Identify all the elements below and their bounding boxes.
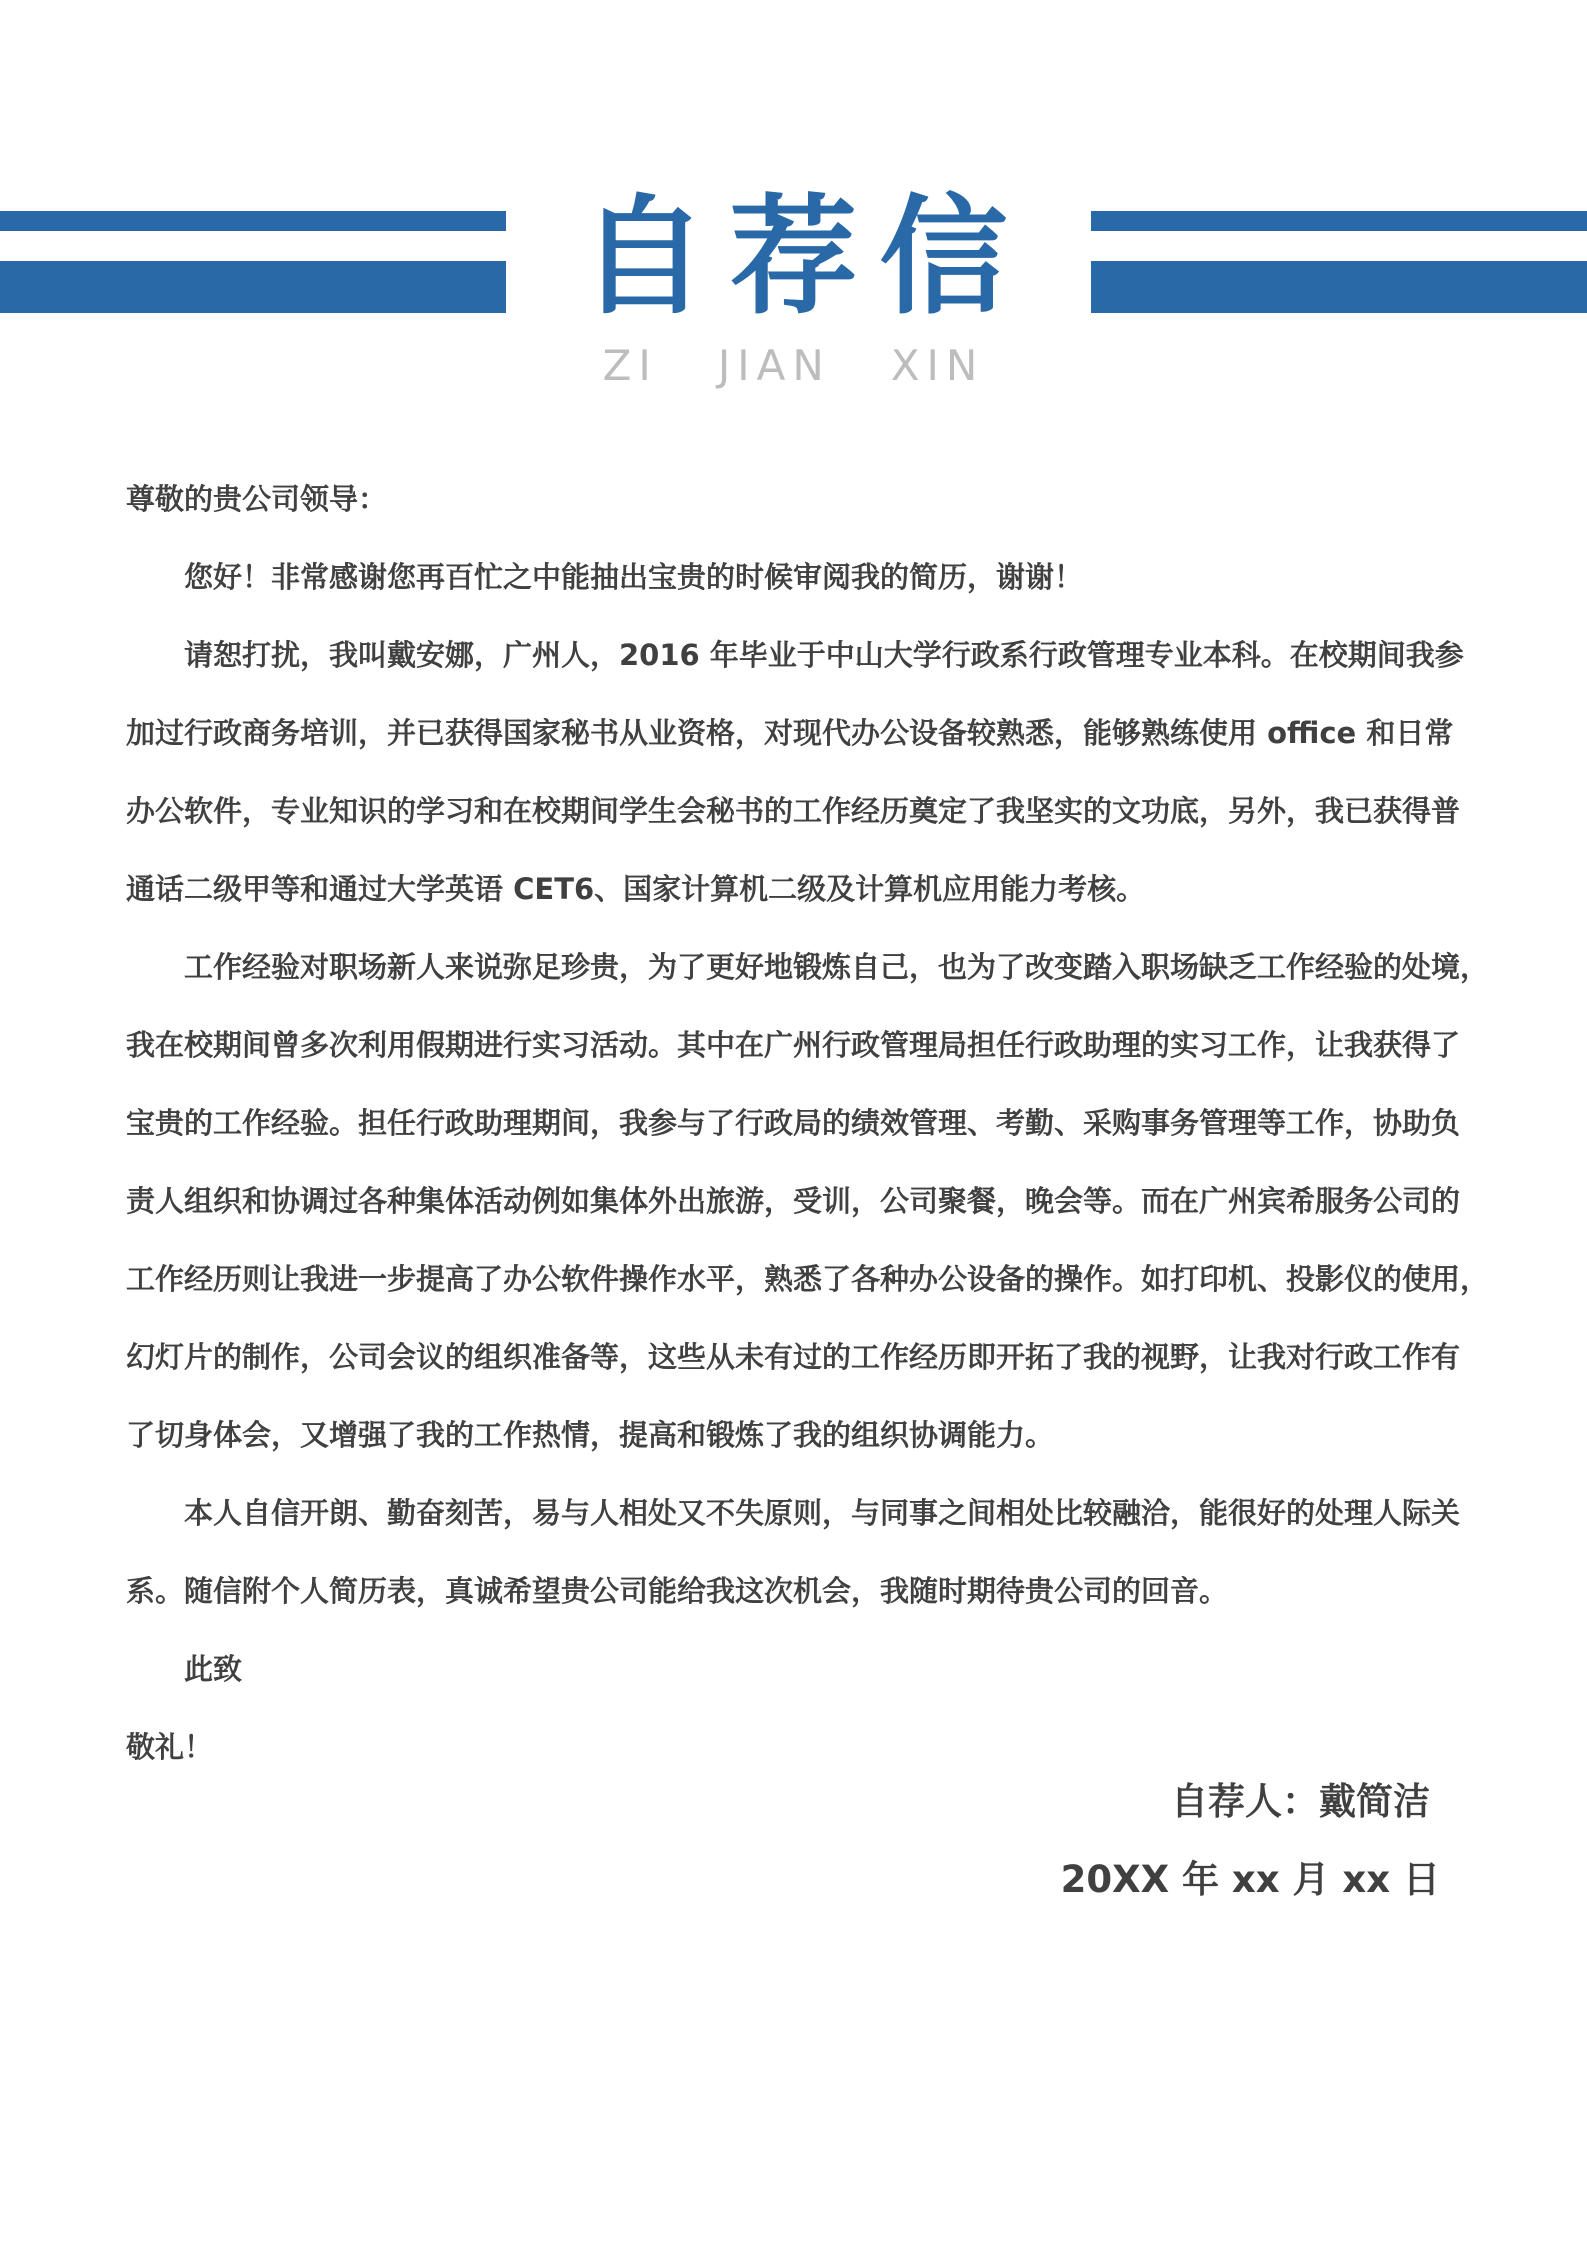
letter-line: 幻灯片的制作，公司会议的组织准备等，这些从未有过的工作经历即开拓了我的视野，让我对行政工作有: [126, 1340, 1461, 1374]
letter-line: 责人组织和协调过各种集体活动例如集体外出旅游，受训，公司聚餐，晚会等。而在广州宾希服务公司的: [126, 1184, 1461, 1218]
subtitle-word: XIN: [890, 341, 985, 390]
letter-line: 工作经历则让我进一步提高了办公软件操作水平，熟悉了各种办公设备的操作。如打印机、投影仪的使用，: [126, 1262, 1490, 1296]
letter-line: 宝贵的工作经验。担任行政助理期间，我参与了行政局的绩效管理、考勤、采购事务管理等工作，协助负: [126, 1106, 1461, 1140]
letter-line: 工作经验对职场新人来说弥足珍贵，为了更好地锻炼自己，也为了改变踏入职场缺乏工作经验的处境，: [184, 950, 1490, 984]
closing: 此致: [184, 1652, 243, 1686]
letter-line: 我在校期间曾多次利用假期进行实习活动。其中在广州行政管理局担任行政助理的实习工作，让我获得了: [126, 1028, 1461, 1062]
letter-line: 请恕打扰，我叫戴安娜，广州人，2016 年毕业于中山大学行政系行政管理专业本科。在校期间我参: [184, 638, 1464, 672]
regards: 敬礼！: [126, 1730, 214, 1764]
letter-line: 本人自信开朗、勤奋刻苦，易与人相处又不失原则，与同事之间相处比较融洽，能很好的处理人际关: [184, 1496, 1461, 1530]
letter-line: 通话二级甲等和通过大学英语 CET6、国家计算机二级及计算机应用能力考核。: [126, 872, 1146, 906]
page-subtitle: [0, 340, 1587, 392]
letter-line: 加过行政商务培训，并已获得国家秘书从业资格，对现代办公设备较熟悉，能够熟练使用 office 和日常: [126, 716, 1454, 750]
letter-line: 了切身体会，又增强了我的工作热情，提高和锻炼了我的组织协调能力。: [126, 1418, 1055, 1452]
signature-name: 自荐人：戴简洁: [1171, 1780, 1430, 1823]
letter-line: 您好！非常感谢您再百忙之中能抽出宝贵的时候审阅我的简历，谢谢！: [184, 560, 1084, 594]
letter-line: 办公软件，专业知识的学习和在校期间学生会秘书的工作经历奠定了我坚实的文功底，另外，我已获得普: [126, 794, 1461, 828]
letter-line: 系。随信附个人简历表，真诚希望贵公司能给我这次机会，我随时期待贵公司的回音。: [126, 1574, 1229, 1608]
letter-header: [0, 0, 1587, 420]
subtitle-word: ZI: [602, 341, 658, 390]
letter-body: [126, 460, 1490, 1786]
salutation: 尊敬的贵公司领导：: [126, 482, 388, 516]
subtitle-word: JIAN: [717, 341, 831, 390]
signature-date: 20XX 年 xx 月 xx 日: [1060, 1858, 1440, 1901]
page-title: 自荐信: [579, 183, 1030, 332]
